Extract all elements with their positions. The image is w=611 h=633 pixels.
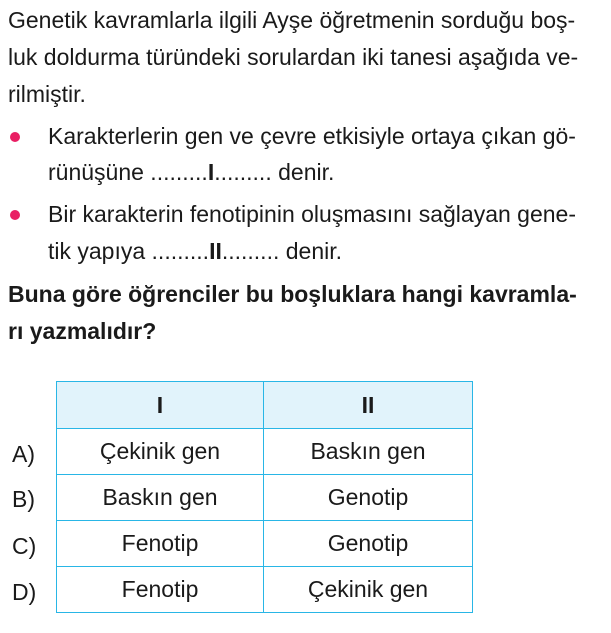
option-label-c[interactable]: C) <box>12 533 37 559</box>
header-cell-ii: II <box>264 382 473 429</box>
table-cell: Çekinik gen <box>57 429 264 475</box>
intro-line-3: rilmiştir. <box>8 81 86 107</box>
option-label-b[interactable]: B) <box>12 486 35 512</box>
bullet1-line-2: rünüşüne .........I......... denir. <box>48 159 335 185</box>
table-cell: Fenotip <box>57 521 264 567</box>
prompt-line-1: Buna göre öğrenciler bu boşluklara hangi kavramla- <box>8 281 577 307</box>
intro-line-2: luk doldurma türündeki sorulardan iki tanesi aşağıda ve- <box>8 44 579 70</box>
table-row[interactable] <box>57 429 473 475</box>
bullet-dot-icon <box>10 132 20 142</box>
bullet2-line-1: Bir karakterin fenotipinin oluşmasını sağlayan gene- <box>48 201 577 227</box>
table-row[interactable] <box>57 475 473 521</box>
table-cell: Çekinik gen <box>264 567 473 613</box>
blank-label-i: I <box>207 159 215 185</box>
option-label-a[interactable]: A) <box>12 441 35 467</box>
table-cell: Genotip <box>264 521 473 567</box>
blank-label-ii: II <box>209 238 222 264</box>
bullet-dot-icon <box>10 210 20 220</box>
bullet2-line-2: tik yapıya .........II......... denir. <box>48 238 343 264</box>
bullet1-line-1: Karakterlerin gen ve çevre etkisiyle ortaya çıkan gö- <box>48 123 576 149</box>
prompt-line-2: rı yazmalıdır? <box>8 318 157 344</box>
table-row[interactable] <box>57 567 473 613</box>
answer-table <box>56 381 473 613</box>
table-cell: Fenotip <box>57 567 264 613</box>
intro-line-1: Genetik kavramlarla ilgili Ayşe öğretmenin sorduğu boş- <box>8 7 576 33</box>
table-cell: Genotip <box>264 475 473 521</box>
header-cell-i: I <box>57 382 264 429</box>
table-cell: Baskın gen <box>57 475 264 521</box>
table-row[interactable] <box>57 521 473 567</box>
option-label-d[interactable]: D) <box>12 579 37 605</box>
table-header-row <box>57 382 473 429</box>
table-cell: Baskın gen <box>264 429 473 475</box>
